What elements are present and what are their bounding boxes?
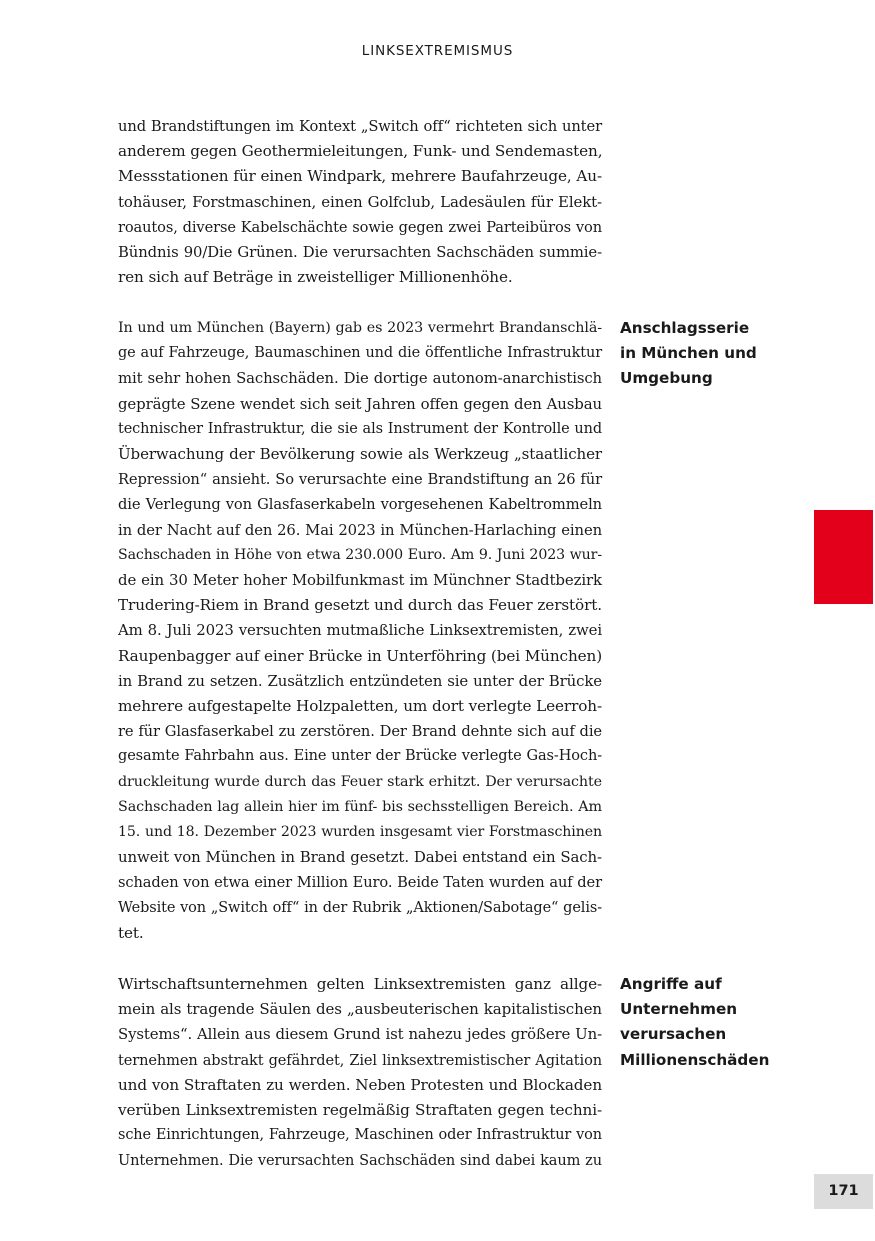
margin-note-company-attacks: [620, 972, 780, 1073]
text-line: ge auf Fahrzeuge, Baumaschinen und die öffentliche Infrastruktur: [118, 345, 602, 362]
text-line: verüben Linksextremisten regelmäßig Straftaten gegen techni-: [118, 1101, 602, 1120]
text-line: Sachschaden lag allein hier im fünf- bis sechsstelligen Bereich. Am: [118, 798, 602, 815]
text-line: roautos, diverse Kabelschächte sowie gegen zwei Parteibüros von: [118, 218, 602, 236]
text-line: sche Einrichtungen, Fahrzeuge, Maschinen oder Infrastruktur von: [118, 1127, 602, 1144]
margin-note-line: Anschlagsserie: [620, 319, 750, 337]
text-line: Systems“. Allein aus diesem Grund ist nahezu jedes größere Un-: [118, 1025, 602, 1044]
margin-note-line: verursachen: [620, 1025, 727, 1044]
text-line: Überwachung der Bevölkerung sowie als Werkzeug „staatlicher: [118, 445, 602, 464]
text-line: Am 8. Juli 2023 versuchten mutmaßliche Linksextremisten, zwei: [118, 621, 602, 640]
text-line: gesamte Fahrbahn aus. Eine unter der Brücke verlegte Gas-Hoch-: [118, 748, 602, 765]
text-line: ternehmen abstrakt gefährdet, Ziel linksextremistischer Agitation: [118, 1051, 602, 1069]
margin-note-line: Angriffe auf: [620, 975, 722, 993]
page-number: 171: [814, 1174, 873, 1209]
text-line: Repression“ ansieht. So verursachte eine Brandstiftung an 26 für: [118, 471, 602, 489]
text-line: Sachschaden in Höhe von etwa 230.000 Euro. Am 9. Juni 2023 wur-: [118, 546, 602, 563]
text-line: tet.: [118, 923, 144, 942]
text-line: Messstationen für einen Windpark, mehrere Baufahrzeuge, Au-: [118, 167, 602, 186]
body-paragraph-2: [118, 316, 602, 946]
text-line: mein als tragende Säulen des „ausbeuterischen kapitalistischen: [118, 1000, 602, 1019]
text-line: in der Nacht auf den 26. Mai 2023 in München-Harlaching einen: [118, 521, 602, 539]
text-line: re für Glasfaserkabel zu zerstören. Der Brand dehnte sich auf die: [118, 723, 602, 741]
running-header-title: LINKSEXTREMISMUS: [361, 43, 514, 59]
text-line: schaden von etwa einer Million Euro. Beide Taten wurden auf der: [118, 874, 602, 892]
text-line: de ein 30 Meter hoher Mobilfunkmast im Münchner Stadtbezirk: [118, 571, 602, 590]
text-line: 15. und 18. Dezember 2023 wurden insgesamt vier Forstmaschinen: [118, 824, 602, 841]
margin-note-line: in München und: [620, 344, 757, 363]
body-paragraph-1: [118, 114, 602, 290]
text-line: druckleitung wurde durch das Feuer stark erhitzt. Der verursachte: [118, 773, 602, 790]
text-line: unweit von München in Brand gesetzt. Dabei entstand ein Sach-: [118, 848, 602, 867]
text-line: geprägte Szene wendet sich seit Jahren offen gegen den Ausbau: [118, 394, 602, 413]
text-line: Wirtschaftsunternehmen gelten Linksextremisten ganz allge-: [118, 975, 602, 993]
text-line: anderem gegen Geothermieleitungen, Funk- und Sendemasten,: [118, 142, 603, 161]
text-line: mit sehr hohen Sachschäden. Die dortige autonom-anarchistisch: [118, 370, 602, 388]
text-line: Trudering-Riem in Brand gesetzt und durch das Feuer zerstört.: [118, 596, 602, 615]
body-paragraph-3: [118, 972, 602, 1174]
text-line: tohäuser, Forstmaschinen, einen Golfclub, Ladesäulen für Elekt-: [118, 192, 602, 211]
text-line: Website von „Switch off“ in der Rubrik „Aktionen/Sabotage“ gelis-: [118, 899, 602, 916]
text-line: die Verlegung von Glasfaserkabeln vorgesehenen Kabeltrommeln: [118, 496, 602, 514]
margin-note-line: Umgebung: [620, 369, 713, 388]
text-line: technischer Infrastruktur, die sie als Instrument der Kontrolle und: [118, 420, 602, 437]
text-line: ren sich auf Beträge in zweistelliger Millionenhöhe.: [118, 268, 513, 287]
text-line: Bündnis 90/Die Grünen. Die verursachten Sachschäden summie-: [118, 244, 602, 262]
text-line: in Brand zu setzen. Zusätzlich entzündeten sie unter der Brücke: [118, 671, 602, 690]
text-line: und von Straftaten zu werden. Neben Protesten und Blockaden: [118, 1075, 602, 1094]
text-line: mehrere aufgestapelte Holzpaletten, um dort verlegte Leerroh-: [118, 697, 602, 716]
text-line: und Brandstiftungen im Kontext „Switch off“ richteten sich unter: [118, 118, 602, 135]
text-line: In und um München (Bayern) gab es 2023 vermehrt Brandanschlä-: [118, 320, 602, 336]
text-line: Unternehmen. Die verursachten Sachschäden sind dabei kaum zu: [118, 1152, 602, 1170]
text-line: Raupenbagger auf einer Brücke in Unterföhring (bei München): [118, 646, 603, 665]
chapter-tab-marker: [814, 510, 873, 604]
margin-note-munich-attacks: [620, 316, 780, 392]
margin-note-line: Millionenschäden: [620, 1050, 770, 1069]
margin-note-line: Unternehmen: [620, 1000, 738, 1019]
